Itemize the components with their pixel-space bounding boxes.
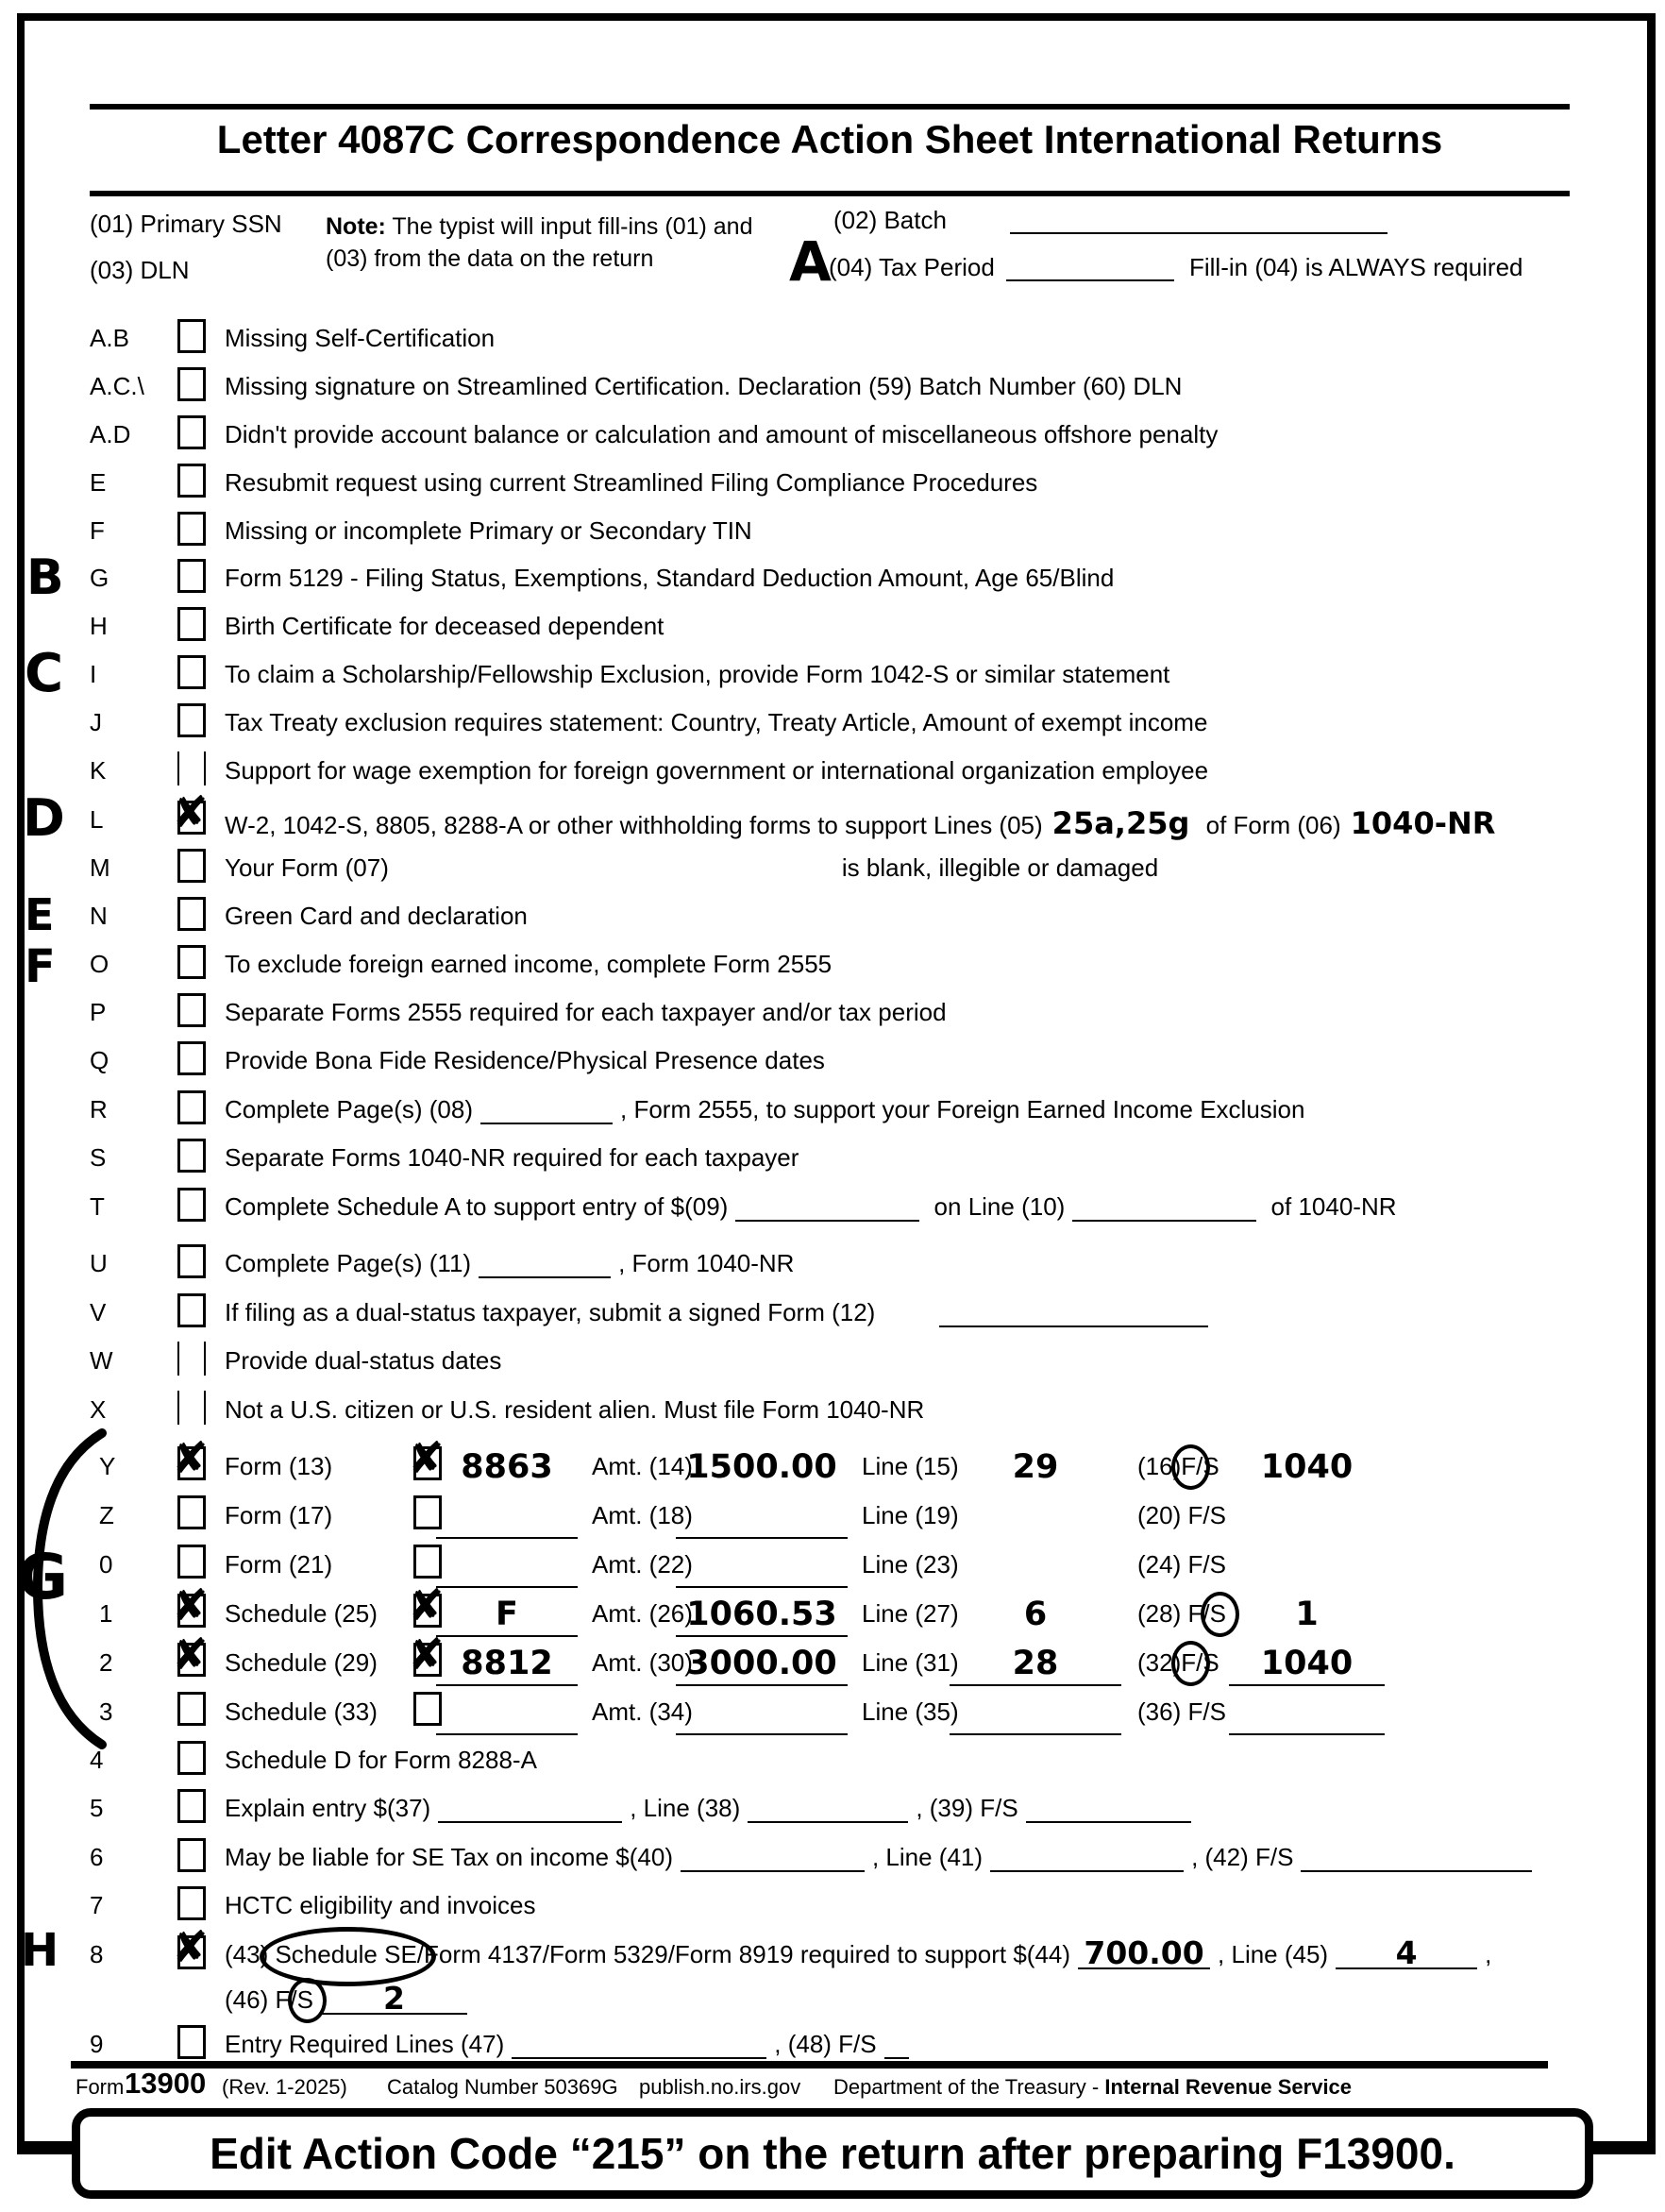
amount-value: 1060.53: [686, 1596, 837, 1633]
row-text: [225, 660, 1169, 689]
row-letter: R: [90, 1095, 108, 1123]
row-text: [225, 1346, 501, 1376]
row-text: [225, 2030, 917, 2059]
margin-letter-B: B: [26, 549, 64, 606]
row-text: [225, 1794, 1199, 1823]
row-text-segment: is blank, illegible or damaged: [841, 853, 1159, 882]
checkbox-G[interactable]: [177, 559, 206, 593]
row-letter: X: [90, 1395, 107, 1424]
footer-form-number: 13900: [125, 2067, 207, 2100]
footer-revision: (Rev. 1-2025): [222, 2075, 347, 2099]
fs-label-text: (24) F/S: [1137, 1550, 1226, 1579]
row-text-segment: Missing or incomplete Primary or Secondary TIN: [225, 516, 752, 545]
row-text-segment: Complete Page(s) (08): [225, 1095, 473, 1123]
amount-line[interactable]: [676, 1684, 848, 1686]
checkbox-A.D[interactable]: [177, 415, 206, 449]
circled-letter: [1181, 1648, 1196, 1678]
margin-letter-H: H: [21, 1924, 59, 1977]
fill-in-blank[interactable]: [438, 1795, 622, 1823]
row-text-segment: of 1040-NR: [1264, 1192, 1397, 1221]
batch-fill-in-line[interactable]: [1010, 232, 1388, 234]
checkbox-V[interactable]: [177, 1293, 206, 1327]
fill-in-blank[interactable]: [735, 1193, 919, 1222]
fs-value-line[interactable]: [1229, 1684, 1385, 1686]
row-text-segment: Entry Required Lines (47): [225, 2030, 505, 2058]
row-text: [225, 372, 1182, 401]
form-number-line[interactable]: [436, 1684, 578, 1686]
row-letter: 4: [90, 1746, 104, 1774]
fs-label-text: (32): [1137, 1648, 1182, 1677]
form-number-value: 8812: [461, 1645, 553, 1682]
fill-in-blank[interactable]: [1336, 1934, 1477, 1971]
row-letter: A.D: [90, 420, 131, 448]
line-label: Line (31): [862, 1648, 959, 1677]
row-letter: S: [90, 1143, 107, 1172]
checkbox-A.C.\[interactable]: [177, 367, 206, 401]
row-text: [225, 1395, 924, 1425]
form-schedule-label: Schedule (29): [225, 1648, 378, 1677]
typist-note: [326, 211, 752, 275]
checkbox-M[interactable]: [177, 849, 206, 883]
row-letter: G: [90, 564, 109, 592]
row-text: [225, 1934, 1492, 1971]
row-text-segment: Explain entry $(37): [225, 1794, 431, 1822]
row-text-segment: If filing as a dual-status taxpayer, submit a signed Form (12): [225, 1298, 876, 1326]
handwritten-value: 4: [1395, 1934, 1418, 1971]
field-batch-label: (02) Batch: [833, 206, 947, 234]
form-title: Letter 4087C Correspondence Action Sheet International Returns: [216, 117, 1443, 161]
checkbox-main-Z[interactable]: [177, 1495, 206, 1529]
row-text: [225, 1891, 535, 1920]
line-number-line[interactable]: [950, 1684, 1121, 1686]
checkbox-P[interactable]: [177, 993, 206, 1027]
row-text-segment: Tax Treaty exclusion requires statement: Country, Treaty Article, Amount of exempt income: [225, 708, 1208, 736]
row-text-segment: HCTC eligibility and invoices: [225, 1891, 536, 1919]
row-letter: 3: [99, 1697, 113, 1726]
row-text: [225, 612, 664, 641]
fill-in-blank[interactable]: [1072, 1193, 1256, 1222]
form-schedule-label: Form (13): [225, 1452, 333, 1480]
line-label: Line (19): [862, 1501, 959, 1529]
field-tax-period-label: (04) Tax Period: [829, 253, 995, 281]
form-number-line[interactable]: [436, 1733, 578, 1735]
tax-period-fill-in-line[interactable]: [1006, 279, 1174, 281]
amount-label: Amt. (14): [592, 1452, 693, 1480]
fill-in-blank[interactable]: [1026, 1795, 1191, 1823]
fs-label: [1137, 1550, 1226, 1579]
amount-label: Amt. (18): [592, 1501, 693, 1529]
row-text-segment: Complete Page(s) (11): [225, 1249, 472, 1277]
row-text: [225, 902, 528, 931]
row-text: [225, 1980, 475, 2017]
fs-label-text: (20) F/S: [1137, 1501, 1226, 1529]
fs-label-text: (36) F/S: [1137, 1697, 1226, 1726]
margin-letter-F: F: [25, 940, 56, 993]
checkbox-main-Y[interactable]: [172, 1432, 209, 1483]
checkbox-number-3[interactable]: [413, 1692, 442, 1726]
circled-letter-text: S: [296, 1985, 313, 2014]
row-text: [225, 468, 1037, 498]
row-text-segment: Provide dual-status dates: [225, 1346, 502, 1375]
fs-label-text: (28) F/: [1137, 1599, 1210, 1628]
row-letter: Q: [90, 1046, 109, 1074]
amount-line[interactable]: [676, 1635, 848, 1637]
margin-letter-D: D: [23, 788, 65, 848]
circle-annotation: [1171, 1444, 1210, 1490]
fill-in-blank[interactable]: [321, 1980, 467, 2017]
row-text: [225, 805, 1505, 841]
footer-rule: [71, 2061, 1548, 2068]
footer-department: [833, 2075, 1352, 2100]
row-text: [225, 853, 1158, 883]
fill-in-blank[interactable]: [884, 2031, 909, 2059]
margin-letter-G: G: [17, 1541, 69, 1613]
note-line2: (03) from the data on the return: [326, 245, 654, 272]
footer-dept-text: Department of the Treasury -: [833, 2075, 1105, 2099]
row-text-segment: May be liable for SE Tax on income $(40): [225, 1843, 673, 1871]
fill-in-blank[interactable]: [748, 1795, 908, 1823]
circled-phrase: [275, 1940, 416, 1969]
circled-phrase-text: Schedule SE: [275, 1940, 417, 1968]
checkbox-main-1[interactable]: [172, 1579, 209, 1630]
row-letter: 5: [90, 1794, 104, 1822]
amount-line[interactable]: [676, 1586, 848, 1588]
row-letter: Z: [99, 1501, 114, 1529]
handwritten-value: 25a,25g: [1051, 805, 1190, 841]
checkbox-T[interactable]: [177, 1188, 206, 1222]
checkbox-main-3[interactable]: [177, 1692, 206, 1726]
row-letter: 8: [90, 1940, 104, 1968]
row-letter: V: [90, 1298, 107, 1326]
row-text: [225, 1046, 825, 1075]
line-label: Line (15): [862, 1452, 959, 1480]
tax-period-required-note: Fill-in (04) is ALWAYS required: [1189, 253, 1523, 281]
row-text: [225, 1095, 1304, 1124]
checkbox-number-0[interactable]: [413, 1545, 442, 1579]
row-text: [225, 420, 1218, 449]
action-code-banner: [72, 2108, 1593, 2199]
row-letter: E: [90, 468, 107, 497]
form-number-line[interactable]: [436, 1586, 578, 1588]
row-text-segment: , Line (45): [1218, 1940, 1329, 1968]
circled-letter-text: F: [1181, 1648, 1197, 1677]
checkbox-R[interactable]: [177, 1090, 206, 1124]
checkbox-x-mark: ✘: [172, 786, 209, 837]
row-letter: J: [90, 708, 102, 736]
handwritten-value: 1040-NR: [1350, 805, 1496, 841]
line-number-value: 28: [1012, 1645, 1059, 1682]
checkbox-W[interactable]: [177, 1342, 206, 1376]
fs-value-value: 1040: [1260, 1645, 1354, 1682]
row-text-segment: ,: [1485, 1940, 1492, 1968]
row-text-segment: Provide Bona Fide Residence/Physical Presence dates: [225, 1046, 825, 1074]
field-dln-label: (03) DLN: [90, 256, 190, 284]
row-text: [225, 998, 947, 1027]
checkbox-Q[interactable]: [177, 1041, 206, 1075]
checkbox-8[interactable]: [172, 1921, 209, 1972]
checkbox-7[interactable]: [177, 1886, 206, 1920]
row-text-segment: (43): [225, 1940, 276, 1968]
line-label: Line (35): [862, 1697, 959, 1726]
row-text-segment: Complete Schedule A to support entry of $(09): [225, 1192, 729, 1221]
row-text: [225, 1746, 537, 1775]
row-text-segment: Your Form (07): [225, 853, 389, 882]
form-number-line[interactable]: [436, 1635, 578, 1637]
row-text: [225, 516, 752, 546]
row-letter: I: [90, 660, 97, 688]
row-text-segment: , Form 1040-NR: [618, 1249, 795, 1277]
circled-letter-text: F: [1181, 1452, 1197, 1480]
row-text-segment: on Line (10): [927, 1192, 1066, 1221]
fill-in-blank[interactable]: [939, 1299, 1208, 1327]
checkbox-S[interactable]: [177, 1139, 206, 1173]
fs-value-value: 1: [1295, 1596, 1319, 1633]
form-number-line[interactable]: [436, 1537, 578, 1539]
fs-value-line[interactable]: [1229, 1733, 1385, 1735]
circled-letter: [1210, 1599, 1226, 1629]
form-number-value: F: [496, 1596, 518, 1633]
fill-in-blank[interactable]: [681, 1844, 865, 1872]
margin-letter-E: E: [25, 889, 55, 940]
row-text-segment: Didn't provide account balance or calculation and amount of miscellaneous offshore penalty: [225, 420, 1219, 448]
row-text-segment: Schedule D for Form 8288-A: [225, 1746, 537, 1774]
amount-label: Amt. (34): [592, 1697, 693, 1726]
fill-in-blank[interactable]: [479, 1250, 611, 1278]
form-schedule-label: Schedule (25): [225, 1599, 378, 1628]
row-letter: A.C.\: [90, 372, 144, 400]
row-letter: L: [90, 805, 104, 834]
fill-in-blank[interactable]: [990, 1844, 1184, 1872]
fs-label: [1137, 1599, 1226, 1629]
row-text-segment: , Line (38): [630, 1794, 741, 1822]
row-text-segment: Green Card and declaration: [225, 902, 528, 930]
checkbox-L[interactable]: [172, 786, 209, 837]
amount-label: Amt. (26): [592, 1599, 693, 1628]
row-letter: N: [90, 902, 108, 930]
note-bold: Note:: [326, 213, 386, 240]
row-text-segment: , Form 2555, to support your Foreign Earned Income Exclusion: [620, 1095, 1305, 1123]
row-letter: F: [90, 516, 105, 545]
handwritten-value: 700.00: [1084, 1934, 1204, 1971]
checkbox-x-mark: ✘: [408, 1579, 445, 1630]
checkbox-F[interactable]: [177, 512, 206, 546]
fs-value-value: 1040: [1260, 1448, 1354, 1486]
row-text-segment: Separate Forms 1040-NR required for each taxpayer: [225, 1143, 799, 1172]
checkbox-A.B[interactable]: [177, 319, 206, 353]
circled-letter-text: S: [1209, 1599, 1226, 1628]
form-schedule-label: Schedule (33): [225, 1697, 378, 1726]
amount-value: 1500.00: [686, 1448, 837, 1486]
form-schedule-label: Form (17): [225, 1501, 333, 1529]
row-letter: M: [90, 853, 110, 882]
checkbox-N[interactable]: [177, 897, 206, 931]
line-label: Line (27): [862, 1599, 959, 1628]
fs-label-post: /S: [1196, 1452, 1219, 1480]
handwritten-value: 2: [382, 1980, 405, 2017]
footer-catalog-number: Catalog Number 50369G: [387, 2075, 618, 2099]
line-label: Line (23): [862, 1550, 959, 1579]
checkbox-E[interactable]: [177, 464, 206, 498]
checkbox-6[interactable]: [177, 1838, 206, 1872]
row-text: [225, 1143, 799, 1173]
row-text-segment: , (42) F/S: [1191, 1843, 1294, 1871]
row-text: [225, 756, 1208, 785]
row-text-segment: W-2, 1042-S, 8805, 8288-A or other withholding forms to support Lines (05): [225, 811, 1043, 839]
checkbox-x-mark: ✘: [172, 1579, 209, 1630]
circle-annotation: [1171, 1641, 1210, 1686]
row-letter: 2: [99, 1648, 113, 1677]
margin-letter-C: C: [25, 643, 64, 704]
row-text-segment: of Form (06): [1199, 811, 1341, 839]
row-text-segment: Form 5129 - Filing Status, Exemptions, Standard Deduction Amount, Age 65/Blind: [225, 564, 1115, 592]
fill-in-blank[interactable]: [512, 2031, 766, 2059]
row-text: [225, 564, 1114, 593]
row-letter: 0: [99, 1550, 113, 1579]
checkbox-x-mark: ✘: [172, 1629, 209, 1680]
checkbox-5[interactable]: [177, 1789, 206, 1823]
amount-value: 3000.00: [686, 1645, 837, 1682]
form-number-value: 8863: [461, 1448, 553, 1486]
fs-label: [1137, 1452, 1219, 1481]
row-letter: 6: [90, 1843, 104, 1871]
row-text-segment: /Form 4137/Form 5329/Form 8919 required to support $(44): [416, 1940, 1071, 1968]
footer-form-word: Form: [76, 2075, 125, 2099]
circled-letter: [297, 1985, 313, 2015]
checkbox-I[interactable]: [177, 655, 206, 689]
checkbox-main-2[interactable]: [172, 1629, 209, 1680]
checkbox-K[interactable]: [177, 751, 206, 785]
row-letter: H: [90, 612, 108, 640]
row-text-segment: Missing signature on Streamlined Certification. Declaration (59) Batch Number (60) DLN: [225, 372, 1183, 400]
amount-line[interactable]: [676, 1733, 848, 1735]
amount-line[interactable]: [676, 1537, 848, 1539]
fill-in-blank[interactable]: [480, 1096, 613, 1124]
fs-label-text: (16): [1137, 1452, 1182, 1480]
action-code-text: Edit Action Code “215” on the return after preparing F13900.: [210, 2129, 1455, 2178]
ellipse-annotation: [260, 1927, 435, 1986]
row-letter: O: [90, 950, 109, 978]
circled-letter: [1181, 1452, 1196, 1481]
title-rule-bottom: [90, 191, 1570, 196]
row-text: [225, 950, 832, 979]
checkbox-J[interactable]: [177, 703, 206, 737]
fill-in-blank[interactable]: [1301, 1844, 1532, 1872]
row-letter: Y: [99, 1452, 116, 1480]
row-text-segment: To claim a Scholarship/Fellowship Exclusion, provide Form 1042-S or similar statement: [225, 660, 1170, 688]
row-text: [225, 1249, 794, 1278]
checkbox-x-mark: ✘: [408, 1432, 445, 1483]
form-schedule-label: Form (21): [225, 1550, 333, 1579]
checkbox-O[interactable]: [177, 945, 206, 979]
row-letter: A.B: [90, 324, 129, 352]
fs-label: [1137, 1697, 1226, 1727]
amount-label: Amt. (22): [592, 1550, 693, 1579]
row-text-segment: , (39) F/S: [916, 1794, 1018, 1822]
row-letter: U: [90, 1249, 108, 1277]
row-text: [225, 1843, 1539, 1872]
row-text: [225, 324, 495, 353]
checkbox-x-mark: ✘: [408, 1629, 445, 1680]
fs-label: [1137, 1648, 1219, 1678]
row-text: [225, 1192, 1397, 1222]
row-text-segment: Birth Certificate for deceased dependent: [225, 612, 664, 640]
checkbox-U[interactable]: [177, 1244, 206, 1278]
row-text-segment: , Line (41): [871, 1843, 984, 1871]
checkbox-X[interactable]: [177, 1391, 206, 1425]
line-number-value: 29: [1012, 1448, 1059, 1486]
row-text: [225, 708, 1207, 737]
row-text-segment: Separate Forms 2555 required for each taxpayer and/or tax period: [225, 998, 947, 1026]
checkbox-main-0[interactable]: [177, 1545, 206, 1579]
note-line1: The typist will input fill-ins (01) and: [392, 213, 753, 240]
field-primary-ssn-label: (01) Primary SSN: [90, 210, 282, 238]
checkbox-H[interactable]: [177, 607, 206, 641]
row-letter: K: [90, 756, 107, 785]
row-text-segment: Support for wage exemption for foreign government or international organization employee: [225, 756, 1209, 785]
checkbox-4[interactable]: [177, 1741, 206, 1775]
row-letter: 7: [90, 1891, 104, 1919]
checkbox-number-Z[interactable]: [413, 1495, 442, 1529]
margin-letter-A: A: [789, 229, 832, 294]
row-text-segment: , (48) F/S: [774, 2030, 877, 2058]
row-letter: P: [90, 998, 107, 1026]
row-letter: T: [90, 1192, 105, 1221]
fs-label-post: /S: [1196, 1648, 1219, 1677]
group-brace: [25, 1426, 109, 1751]
footer-publish-url: publish.no.irs.gov: [639, 2075, 801, 2099]
checkbox-9[interactable]: [177, 2025, 206, 2059]
row-text-segment: Missing Self-Certification: [225, 324, 496, 352]
row-letter: 1: [99, 1599, 113, 1628]
row-text-segment: To exclude foreign earned income, complete Form 2555: [225, 950, 832, 978]
row-text-segment: Resubmit request using current Streamlined Filing Compliance Procedures: [225, 468, 1038, 497]
fill-in-blank[interactable]: [1078, 1934, 1210, 1971]
line-number-value: 6: [1023, 1596, 1048, 1633]
title-rule-top: [90, 104, 1570, 110]
footer-dept-bold: Internal Revenue Service: [1104, 2075, 1353, 2099]
row-letter: 9: [90, 2030, 104, 2058]
fs-label: [1137, 1501, 1226, 1530]
row-text-segment: (46) F/: [225, 1985, 297, 2014]
checkbox-x-mark: ✘: [172, 1921, 209, 1972]
row-text-segment: Not a U.S. citizen or U.S. resident alien. Must file Form 1040-NR: [225, 1395, 925, 1424]
line-number-line[interactable]: [950, 1733, 1121, 1735]
checkbox-x-mark: ✘: [172, 1432, 209, 1483]
row-letter: W: [90, 1346, 113, 1375]
row-text: [225, 1298, 1216, 1327]
amount-label: Amt. (30): [592, 1648, 693, 1677]
